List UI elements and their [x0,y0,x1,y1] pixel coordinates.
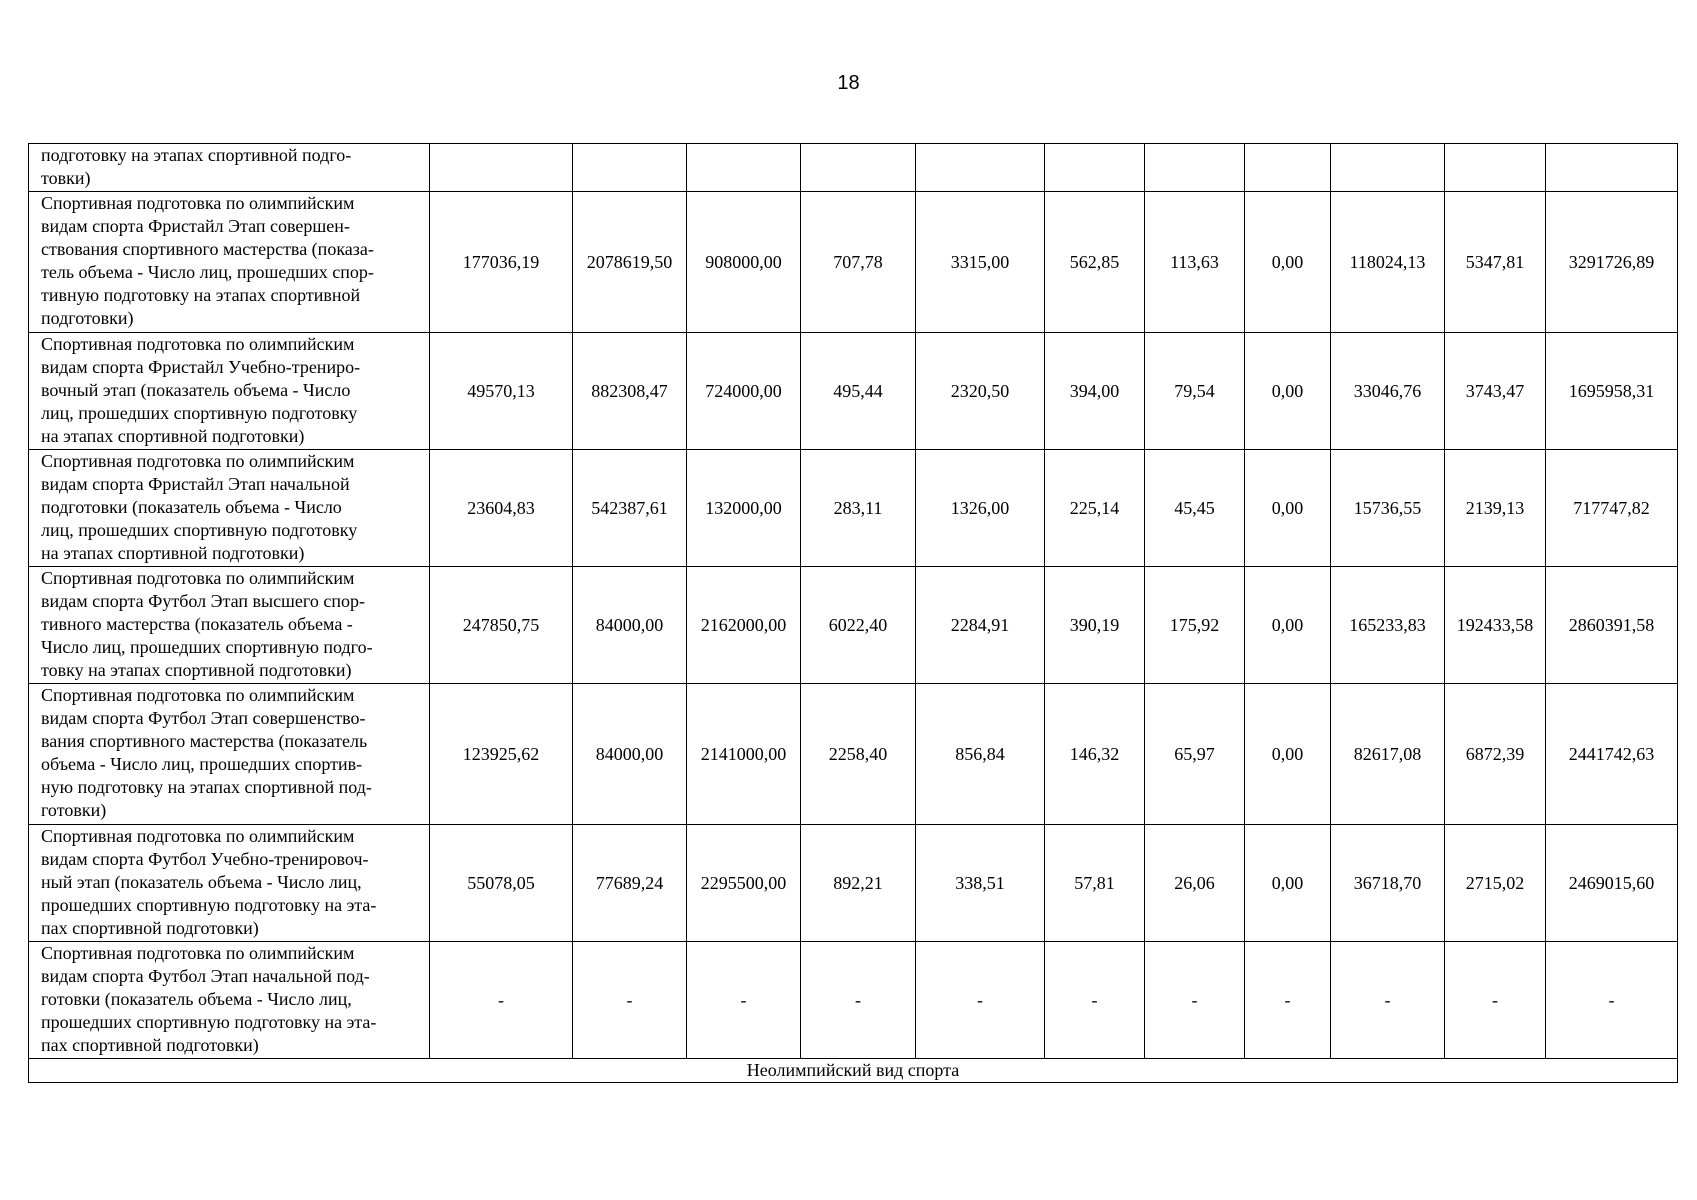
section-row [29,1059,1678,1083]
row-description: подготовку на этапах спортивной подго- товки) [29,144,430,192]
table-cell-value: - [1445,942,1546,1059]
table-cell-value: 132000,00 [687,450,801,567]
table-cell-value: 23604,83 [430,450,573,567]
table-cell-value: 0,00 [1245,192,1331,333]
table-cell-value: 2469015,60 [1546,825,1678,942]
table-cell-value: 55078,05 [430,825,573,942]
table-cell-value: 2141000,00 [687,684,801,825]
row-description: Спортивная подготовка по олимпийским видам спорта Футбол Этап высшего спор- тивного мастерства (показатель объема - Число лиц, прошедших спортивную подго- товку на этапах спортивной подготовки) [29,567,430,684]
table-cell-value: 2162000,00 [687,567,801,684]
table-cell-value: 2715,02 [1445,825,1546,942]
table-cell-value: 0,00 [1245,450,1331,567]
table-cell-value: 882308,47 [573,333,687,450]
table-cell-value: - [916,942,1045,1059]
page-number: 18 [837,72,860,94]
table-row [29,450,1678,567]
table-cell-value: 113,63 [1145,192,1245,333]
table-cell-value: 2139,13 [1445,450,1546,567]
table-cell [573,144,687,192]
table-cell-value: 390,19 [1045,567,1145,684]
table-cell-value: 65,97 [1145,684,1245,825]
table-cell-value: 6872,39 [1445,684,1546,825]
row-description: Спортивная подготовка по олимпийским видам спорта Футбол Этап начальной под- готовки (показатель объема - Число лиц, прошедших спортивную подготовку на эта- пах спортивной подготовки) [29,942,430,1059]
row-description: Спортивная подготовка по олимпийским видам спорта Футбол Учебно-тренировоч- ный этап (показатель объема - Число лиц, прошедших спортивную подготовку на эта- пах спортивной подготовки) [29,825,430,942]
table-cell-value: 49570,13 [430,333,573,450]
table-cell-value: 0,00 [1245,684,1331,825]
table-cell-value: 225,14 [1045,450,1145,567]
table-cell-value: 1695958,31 [1546,333,1678,450]
table-cell-value: 123925,62 [430,684,573,825]
table-cell-value: 177036,19 [430,192,573,333]
table-row-continuation [29,144,1678,192]
table-cell [430,144,573,192]
table-cell-value: 15736,55 [1331,450,1445,567]
table-row [29,192,1678,333]
table-cell-value: 2284,91 [916,567,1045,684]
table-cell-value: 2295500,00 [687,825,801,942]
table-cell-value: 3291726,89 [1546,192,1678,333]
table-cell [916,144,1045,192]
table-cell [801,144,916,192]
table-cell-value: - [1145,942,1245,1059]
table-cell-value: 1326,00 [916,450,1045,567]
table-row [29,825,1678,942]
table-cell-value: 57,81 [1045,825,1145,942]
table-cell [1245,144,1331,192]
table-cell-value: 495,44 [801,333,916,450]
table-cell-value: 77689,24 [573,825,687,942]
table-cell-value: 2441742,63 [1546,684,1678,825]
table-cell-value: 36718,70 [1331,825,1445,942]
table-cell-value: 562,85 [1045,192,1145,333]
table-cell-value: 84000,00 [573,684,687,825]
table-cell-value: 0,00 [1245,825,1331,942]
budget-table [28,143,1678,1083]
table-cell-value: 247850,75 [430,567,573,684]
table-cell-value: 542387,61 [573,450,687,567]
table-row [29,333,1678,450]
table-cell-value: 82617,08 [1331,684,1445,825]
table-cell-value: 707,78 [801,192,916,333]
table-cell-value: 2258,40 [801,684,916,825]
table-cell-value: 2320,50 [916,333,1045,450]
table-cell-value: 146,32 [1045,684,1145,825]
table-cell-value: 0,00 [1245,333,1331,450]
table-cell-value: 338,51 [916,825,1045,942]
table-cell [1331,144,1445,192]
table-cell-value: 6022,40 [801,567,916,684]
table-cell-value: 724000,00 [687,333,801,450]
table-cell-value: 856,84 [916,684,1045,825]
table-cell-value: 908000,00 [687,192,801,333]
table-cell [1546,144,1678,192]
table-cell-value: 33046,76 [1331,333,1445,450]
row-description: Спортивная подготовка по олимпийским видам спорта Футбол Этап совершенство- вания спортивного мастерства (показатель объема - Число лиц, прошедших спортив- ную подготовку на этапах спортивной под- готовки) [29,684,430,825]
table-cell-value: 165233,83 [1331,567,1445,684]
table-cell [1445,144,1546,192]
table-cell-value: 892,21 [801,825,916,942]
table-cell-value: 2078619,50 [573,192,687,333]
row-description: Спортивная подготовка по олимпийским видам спорта Фристайл Учебно-трениро- вочный этап (показатель объема - Число лиц, прошедших спортивную подготовку на этапах спортивной подготовки) [29,333,430,450]
table-cell-value: - [1245,942,1331,1059]
table-cell-value: 79,54 [1145,333,1245,450]
table-row [29,567,1678,684]
table-cell-value: 175,92 [1145,567,1245,684]
table-cell-value: 3743,47 [1445,333,1546,450]
table-cell-value: 5347,81 [1445,192,1546,333]
table-cell-value: 0,00 [1245,567,1331,684]
table-cell-value: 394,00 [1045,333,1145,450]
table-cell-value: 717747,82 [1546,450,1678,567]
table-cell-value: 3315,00 [916,192,1045,333]
row-description: Спортивная подготовка по олимпийским видам спорта Фристайл Этап совершен- ствования спортивного мастерства (показа- тель объема - Число лиц, прошедших спор- тивную подготовку на этапах спортивной подготовки) [29,192,430,333]
row-description: Спортивная подготовка по олимпийским видам спорта Фристайл Этап начальной подготовки (показатель объема - Число лиц, прошедших спортивную подготовку на этапах спортивной подготовки) [29,450,430,567]
table-cell-value: - [1546,942,1678,1059]
table-cell-value: 84000,00 [573,567,687,684]
table-cell-value: 26,06 [1145,825,1245,942]
table-cell-value: - [1045,942,1145,1059]
section-heading: Неолимпийский вид спорта [29,1059,1678,1083]
table-cell-value: 192433,58 [1445,567,1546,684]
table-row [29,684,1678,825]
table-cell-value: 283,11 [801,450,916,567]
table-cell [687,144,801,192]
table-cell-value: - [687,942,801,1059]
table-cell-value: - [430,942,573,1059]
table-cell-value: - [801,942,916,1059]
table-cell-value: 2860391,58 [1546,567,1678,684]
table-cell-value: 118024,13 [1331,192,1445,333]
table-cell-value: 45,45 [1145,450,1245,567]
table-cell-value: - [573,942,687,1059]
table-cell-value: - [1331,942,1445,1059]
table-row [29,942,1678,1059]
table-cell [1045,144,1145,192]
table-cell [1145,144,1245,192]
